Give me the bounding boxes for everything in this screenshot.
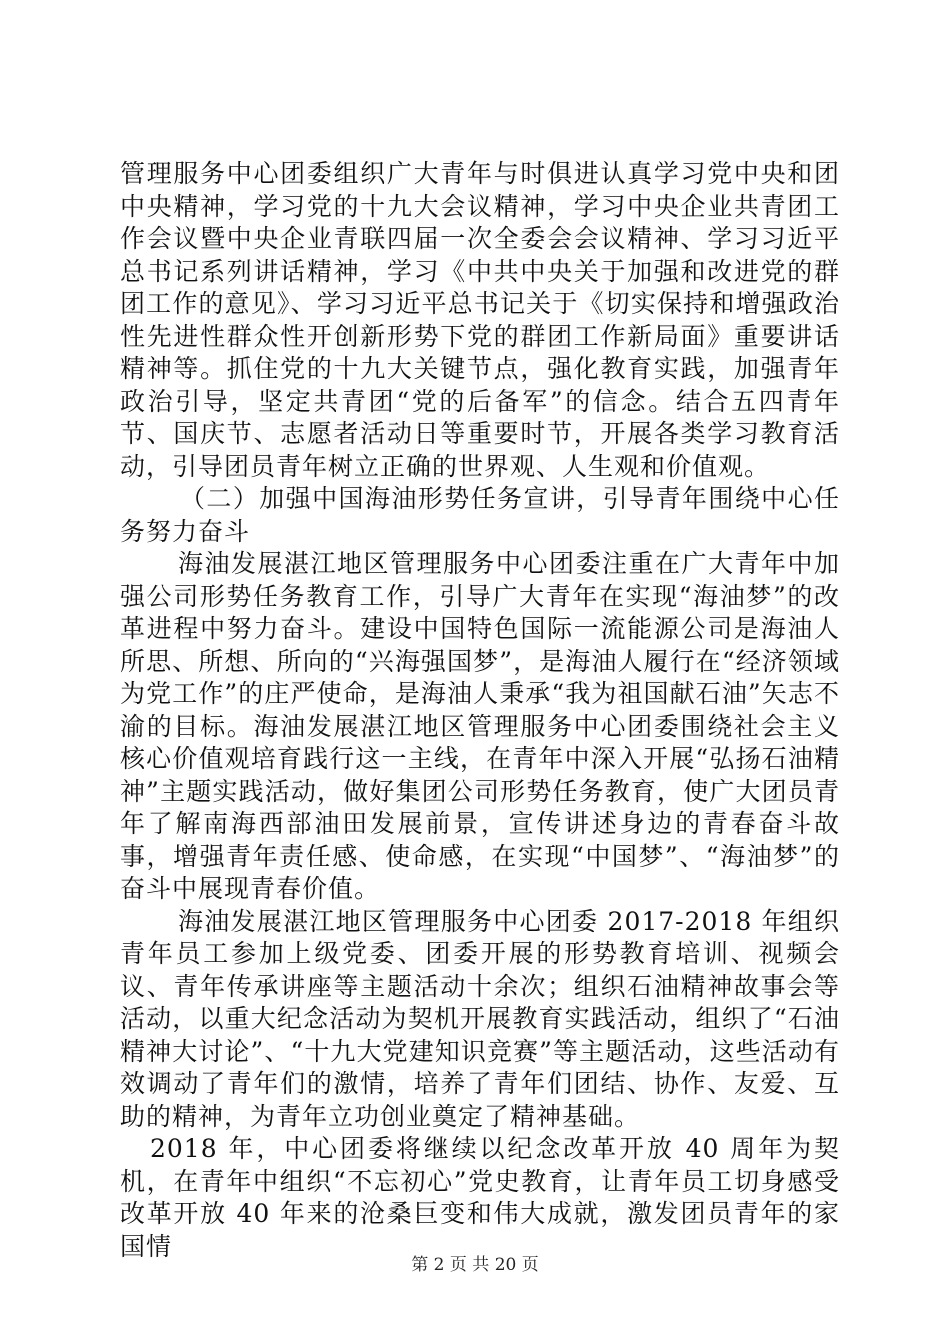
section-heading-2: （二）加强中国海油形势任务宣讲，引导青年围绕中心任务努力奋斗 [120, 484, 840, 546]
page-number-footer: 第 2 页 共 20 页 [411, 1255, 539, 1275]
paragraph-situation-education: 海油发展湛江地区管理服务中心团委注重在广大青年中加强公司形势任务教育工作，引导广大青年在实现“海油梦”的改革进程中努力奋斗。建设中国特色国际一流能源公司是海油人所思、所想、所向的“兴海强国梦”，是海油人履行在“经济领域为党工作”的庄严使命，是海油人秉承“我为祖国献石油”矢志不渝的目标。海油发展湛江地区管理服务中心团委围绕社会主义核心价值观培育践行这一主线，在青年中深入开展“弘扬石油精神”主题实践活动，做好集团公司形势任务教育，使广大团员青年了解南海西部油田发展前景，宣传讲述身边的青春奋斗故事，增强青年责任感、使命感，在实现“中国梦”、“海油梦”的奋斗中展现青春价值。 [120, 549, 840, 903]
paragraph-study-spirit: 管理服务中心团委组织广大青年与时俱进认真学习党中央和团中央精神，学习党的十九大会议精神，学习中央企业共青团工作会议暨中央企业青联四届一次全委会会议精神、学习习近平总书记系列讲话精神，学习《中共中央关于加强和改进党的群团工作的意见》、学习习近平总书记关于《切实保持和增强政治性先进性群众性开创新形势下党的群团工作新局面》重要讲话精神等。抓住党的十九大关键节点，强化教育实践，加强青年政治引导，坚定共青团“党的后备军”的信念。结合五四青年节、国庆节、志愿者活动日等重要时节，开展各类学习教育活动，引导团员青年树立正确的世界观、人生观和价值观。 [120, 159, 840, 481]
paragraph-activities-2017-2018: 海油发展湛江地区管理服务中心团委 2017-2018 年组织青年员工参加上级党委、团委开展的形势教育培训、视频会议、青年传承讲座等主题活动十余次；组织石油精神故事会等活动，以重大纪念活动为契机开展教育实践活动，组织了“石油精神大讨论”、“十九大党建知识竞赛”等主题活动，这些活动有效调动了青年们的激情，培养了青年们团结、协作、友爱、互助的精神，为青年立功创业奠定了精神基础。 [120, 906, 840, 1131]
paragraph-plan-2018: 2018 年，中心团委将继续以纪念改革开放 40 周年为契机，在青年中组织“不忘初心”党史教育，让青年员工切身感受改革开放 40 年来的沧桑巨变和伟大成就，激发团员青年的家国情 [120, 1134, 840, 1261]
document-body [120, 158, 840, 1263]
